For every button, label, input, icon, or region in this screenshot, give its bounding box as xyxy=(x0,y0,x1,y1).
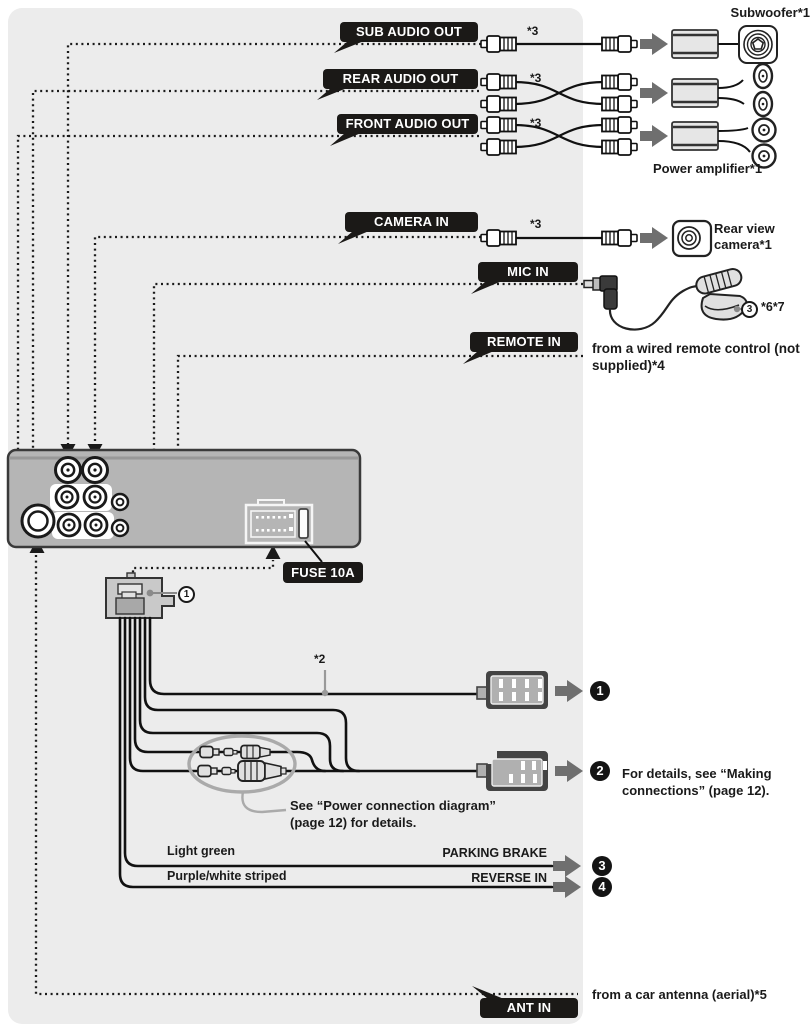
star3-marker-sub: *3 xyxy=(527,24,539,38)
sub-out-jack xyxy=(56,458,81,483)
arrow-to-rear-amp xyxy=(640,82,668,104)
arrow-to-sub-amp xyxy=(640,33,668,55)
parking-brake-label: PARKING BRAKE xyxy=(442,846,547,860)
making-note-line1: For details, see “Making xyxy=(622,766,772,781)
antenna-note: from a car antenna (aerial)*5 xyxy=(592,987,767,1002)
harness-circled-number: 1 xyxy=(178,586,195,603)
power-note-line1: See “Power connection diagram” xyxy=(290,798,496,813)
mic-in-jack xyxy=(112,494,128,510)
mini-plug-icon xyxy=(584,276,617,309)
power-amplifier-label: Power amplifier*1 xyxy=(653,161,763,176)
badge-parking-brake: 3 xyxy=(592,856,612,876)
star3-marker-camera: *3 xyxy=(530,217,542,231)
star3-marker-rear: *3 xyxy=(530,71,542,85)
power-amplifier-boxes xyxy=(672,30,718,150)
port-label-camera-in: CAMERA IN xyxy=(345,212,478,232)
microphone-icon xyxy=(694,267,746,319)
badge-connector-1: 1 xyxy=(590,681,610,701)
port-label-mic-in: MIC IN xyxy=(478,262,578,282)
mic-cable xyxy=(610,286,700,330)
antenna-socket xyxy=(22,505,54,537)
arrow-to-front-amp xyxy=(640,125,668,147)
power-socket xyxy=(246,500,312,543)
remote-note-line1: from a wired remote control (not xyxy=(592,341,800,356)
badge-connector-2: 2 xyxy=(590,761,610,781)
main-unit xyxy=(8,450,360,547)
remote-in-jack xyxy=(112,520,128,536)
reverse-in-label: REVERSE IN xyxy=(471,871,547,885)
arrow-to-camera xyxy=(640,227,668,249)
connector-1 xyxy=(477,671,548,709)
star2-label: *2 xyxy=(314,652,326,666)
power-note-line2: (page 12) for details. xyxy=(290,815,417,830)
port-label-ant-in: ANT IN xyxy=(480,998,578,1018)
port-label-remote-in: REMOTE IN xyxy=(470,332,578,352)
port-label-rear-audio-out: REAR AUDIO OUT xyxy=(323,69,478,89)
light-green-wire-label: Light green xyxy=(167,844,236,858)
rear-view-camera-label-line1: Rear view xyxy=(714,221,775,236)
fuse-label: FUSE 10A xyxy=(283,562,363,583)
mic-refs-label: *6*7 xyxy=(761,300,785,314)
mic-circled-number: 3 xyxy=(741,301,758,318)
making-note-line2: connections” (page 12). xyxy=(622,783,770,798)
rear-view-camera-label-line2: camera*1 xyxy=(714,237,772,252)
remote-note-line2: supplied)*4 xyxy=(592,358,665,373)
subwoofer-label: Subwoofer*1 xyxy=(730,5,810,20)
badge-reverse-in: 4 xyxy=(592,877,612,897)
camera-in-jack xyxy=(83,458,108,483)
fuse xyxy=(299,509,308,538)
amp-box-rear xyxy=(672,79,718,107)
rear-view-camera-icon xyxy=(673,221,711,256)
star3-marker-front: *3 xyxy=(530,116,542,130)
rear-speaker-icons xyxy=(754,64,772,116)
port-label-sub-audio-out: SUB AUDIO OUT xyxy=(340,22,478,42)
amp-box-front xyxy=(672,122,718,150)
port-label-front-audio-out: FRONT AUDIO OUT xyxy=(337,114,478,134)
subwoofer-icon xyxy=(739,26,777,63)
purple-white-wire-label: Purple/white striped xyxy=(167,869,287,883)
amp-box-sub xyxy=(672,30,718,58)
